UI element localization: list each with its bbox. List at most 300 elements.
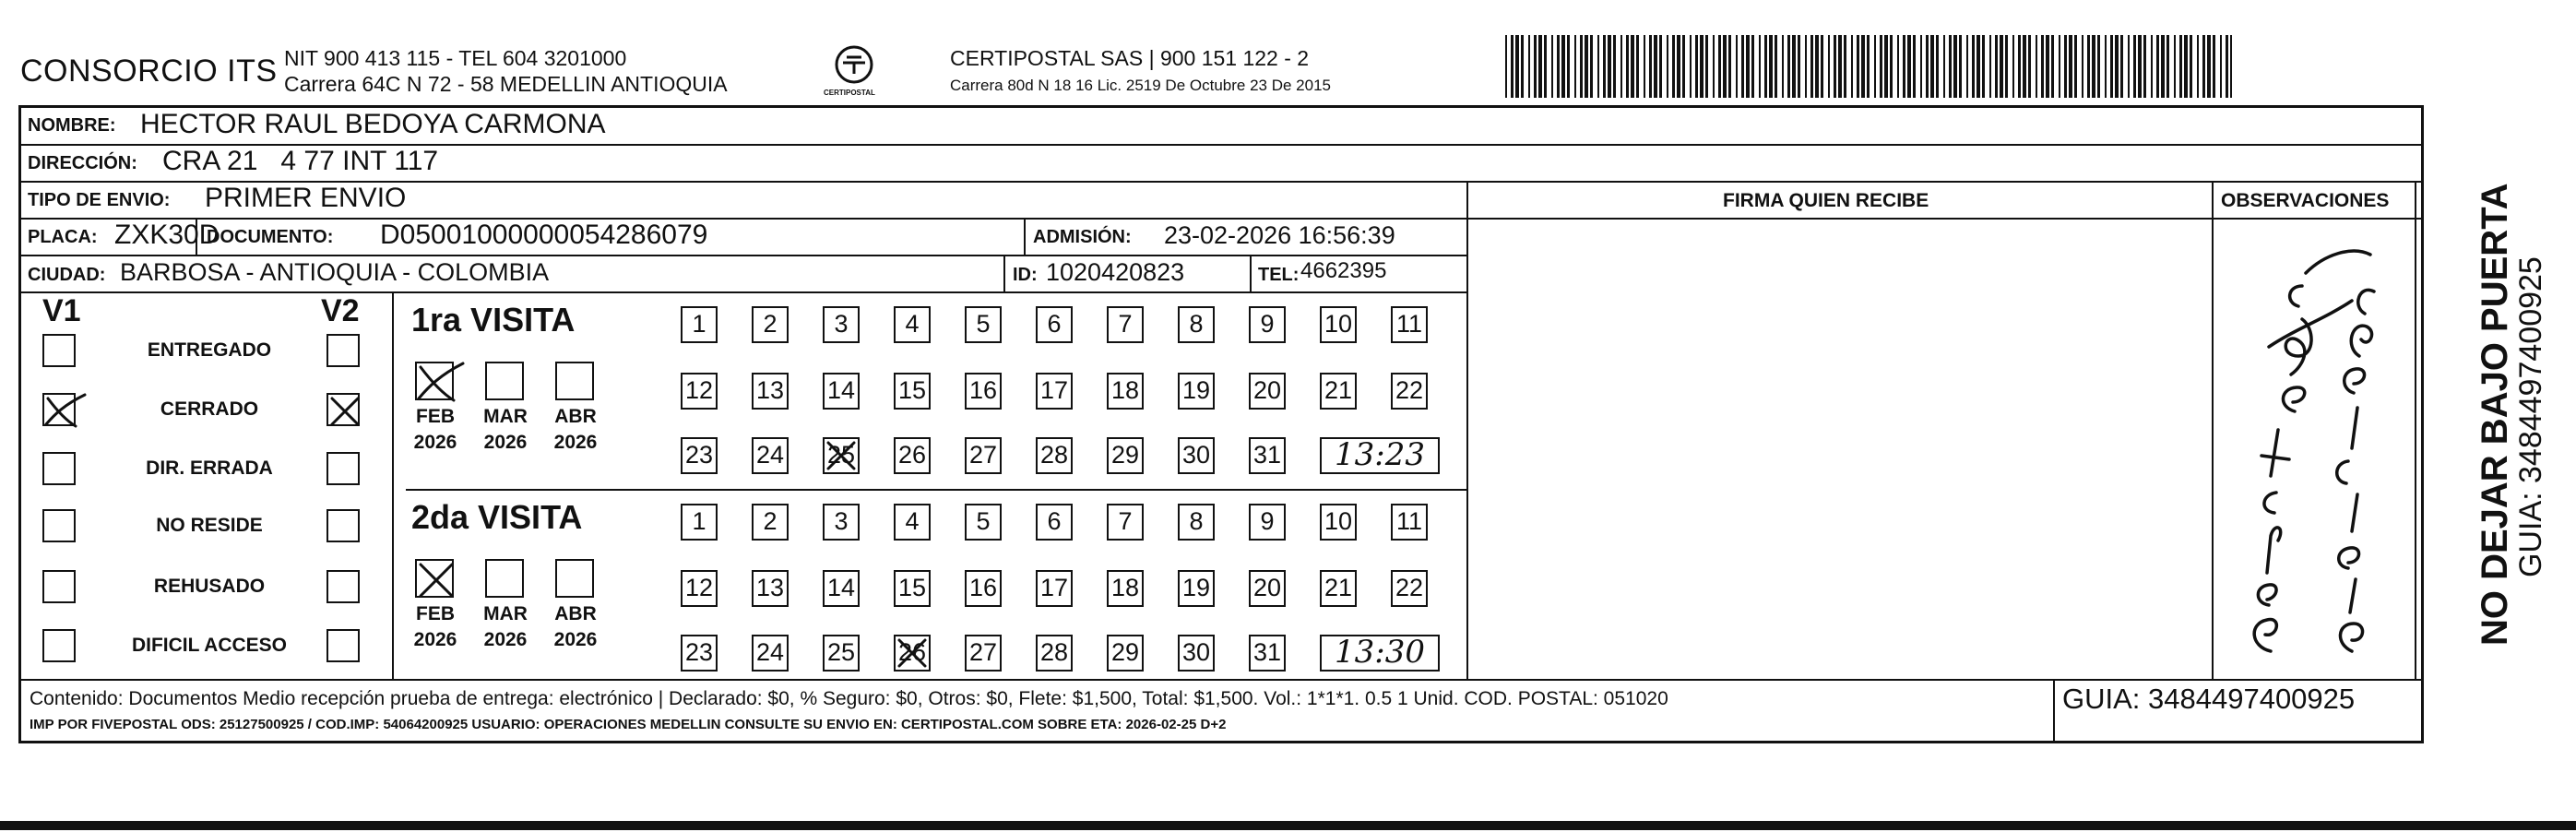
barcode-bar (1834, 35, 1836, 98)
month-label (548, 404, 603, 456)
v1-checkbox[interactable] (42, 393, 76, 426)
barcode-bar (1667, 35, 1668, 98)
barcode-bar (1805, 35, 1807, 98)
day-box[interactable] (1178, 504, 1215, 541)
day-box[interactable] (1178, 373, 1215, 410)
month-checkbox[interactable] (415, 362, 454, 400)
contenido-line: Contenido: Documentos Medio recepción prueba de entrega: electrónico | Declarado: $0, % Seguro: $0, Otros: $0, Flete: $1,500, Total: $1,500. Vol.: 1*1*1. 0.5 1 Unid. COD. POSTAL: 051020 (30, 688, 1668, 709)
telephone: 4662395 (1300, 258, 1387, 283)
tipo-envio: PRIMER ENVIO (205, 183, 407, 213)
day-number: 7 (1118, 507, 1133, 535)
recipient-name: HECTOR RAUL BEDOYA CARMONA (140, 109, 606, 139)
barcode-bar (2051, 35, 2054, 98)
barcode-bar (2197, 35, 2199, 98)
day-box[interactable] (894, 504, 931, 541)
month-name: FEB (416, 603, 455, 624)
barcode-bar (1672, 35, 1675, 98)
month-year: 2026 (553, 432, 598, 453)
barcode-bar (1585, 35, 1588, 98)
barcode-bar (2128, 35, 2130, 98)
day-number: 10 (1324, 507, 1353, 535)
day-number: 31 (1252, 441, 1282, 469)
barcode-bar (2156, 35, 2159, 98)
barcode-bar (2018, 35, 2021, 98)
barcode-bar (1867, 35, 1870, 98)
barcode-bar (1636, 35, 1639, 98)
day-number: 21 (1324, 376, 1353, 404)
day-box[interactable] (965, 373, 1002, 410)
barcode-bar (2087, 35, 2090, 98)
barcode-bar (2023, 35, 2026, 98)
tel-label: TEL: (1258, 265, 1300, 285)
barcode-bar (1857, 35, 1859, 98)
barcode-bar (2166, 35, 2169, 98)
rule (2053, 679, 2055, 742)
barcode-bar (2179, 35, 2182, 98)
placa: ZXK30D (114, 220, 220, 250)
barcode-bar (1982, 35, 1985, 98)
barcode-bar (1930, 35, 1934, 98)
v2-checkbox[interactable] (326, 629, 360, 662)
month-label (478, 601, 533, 653)
barcode-bar (1972, 35, 1975, 98)
day-box[interactable] (894, 373, 931, 410)
impresion-line: IMP POR FIVEPOSTAL ODS: 25127500925 / COD.IMP: 54064200925 USUARIO: OPERACIONES MEDELLIN CONSULTE SU ENVIO EN: CERTIPOSTAL.COM SOBRE ETA: 2026-02-25 D+2 (30, 717, 1227, 732)
barcode-bar (2184, 35, 2188, 98)
day-box[interactable] (965, 570, 1002, 607)
visit-title: 1ra VISITA (411, 301, 576, 339)
barcode-bar (1861, 35, 1865, 98)
barcode-bar (1913, 35, 1916, 98)
day-box[interactable] (752, 504, 789, 541)
certipostal-nit: CERTIPOSTAL SAS | 900 151 122 - 2 (950, 46, 1310, 70)
day-box[interactable] (752, 635, 789, 672)
v1-checkbox[interactable] (42, 629, 76, 662)
day-number: 15 (897, 574, 927, 601)
barcode-bar (2190, 35, 2192, 98)
day-number: 26 (897, 638, 927, 666)
month-checkbox[interactable] (415, 559, 454, 598)
day-box[interactable] (1249, 570, 1286, 607)
barcode-bar (1782, 35, 1784, 98)
day-box[interactable] (1320, 373, 1357, 410)
barcode-bar (1567, 35, 1570, 98)
barcode-bar (2202, 35, 2205, 98)
handwritten-check-mark (825, 439, 858, 472)
barcode-bar (1728, 35, 1731, 98)
barcode-bar (1528, 35, 1530, 98)
id-number: 1020420823 (1046, 258, 1185, 286)
day-box[interactable] (1036, 504, 1073, 541)
barcode-bar (2110, 35, 2113, 98)
month-year: 2026 (483, 432, 528, 453)
day-number: 8 (1189, 310, 1204, 338)
day-box[interactable] (1178, 306, 1215, 343)
barcode-bar (1700, 35, 1703, 98)
day-number: 19 (1181, 574, 1211, 601)
barcode-bar (1759, 35, 1761, 98)
barcode-bar (1897, 35, 1899, 98)
company-name: CONSORCIO ITS (20, 53, 278, 89)
status-option-label: NO RESIDE (156, 515, 263, 536)
barcode-bar (1603, 35, 1606, 98)
day-number: 31 (1252, 638, 1282, 666)
barcode-bar (2213, 35, 2215, 98)
day-box[interactable] (1107, 635, 1144, 672)
barcode-bar (2097, 35, 2100, 98)
day-number: 20 (1252, 376, 1282, 404)
barcode-bar (1521, 35, 1524, 98)
day-number: 22 (1395, 376, 1424, 404)
barcode-bar (1792, 35, 1796, 98)
day-box[interactable] (752, 570, 789, 607)
barcode-bar (1713, 35, 1715, 98)
day-box[interactable] (1249, 437, 1286, 474)
day-box[interactable] (823, 437, 860, 474)
barcode-bar (1597, 35, 1599, 98)
barcode-bar (1844, 35, 1846, 98)
day-box[interactable] (1249, 306, 1286, 343)
barcode-bar (1787, 35, 1790, 98)
barcode-bar (1649, 35, 1652, 98)
documento-label: DOCUMENTO: (207, 227, 334, 247)
month-year: 2026 (483, 629, 528, 650)
barcode-bar (2230, 35, 2232, 98)
barcode-bar (1769, 35, 1773, 98)
v2-checkbox[interactable] (326, 452, 360, 485)
day-box[interactable] (681, 373, 718, 410)
barcode-bar (2133, 35, 2136, 98)
handwritten-check-mark (417, 363, 456, 402)
day-number: 25 (826, 638, 856, 666)
ciudad: BARBOSA - ANTIOQUIA - COLOMBIA (120, 258, 550, 286)
barcode-bar (1966, 35, 1968, 98)
day-box[interactable] (894, 437, 931, 474)
barcode-bar (2041, 35, 2044, 98)
day-box[interactable] (1391, 570, 1428, 607)
barcode-bar (1644, 35, 1645, 98)
observaciones-header: OBSERVACIONES (2221, 190, 2390, 211)
day-box[interactable] (1249, 373, 1286, 410)
v2-checkbox[interactable] (326, 509, 360, 542)
day-number: 21 (1324, 574, 1353, 601)
month-checkbox[interactable] (555, 559, 594, 598)
day-box[interactable] (681, 306, 718, 343)
barcode-bar (1590, 35, 1593, 98)
day-number: 12 (684, 376, 714, 404)
month-year: 2026 (413, 432, 457, 453)
day-number: 15 (897, 376, 927, 404)
barcode-bar (1574, 35, 1576, 98)
barcode-bar (1561, 35, 1565, 98)
barcode-bar (1874, 35, 1876, 98)
day-number: 10 (1324, 310, 1353, 338)
day-box[interactable] (681, 570, 718, 607)
day-number: 20 (1252, 574, 1282, 601)
barcode-bar (1880, 35, 1882, 98)
barcode-bar (2028, 35, 2031, 98)
day-number: 17 (1039, 376, 1069, 404)
barcode-bar (1677, 35, 1680, 98)
barcode-bar (1538, 35, 1542, 98)
barcode-bar (1515, 35, 1519, 98)
barcode-bar (1821, 35, 1823, 98)
rule (1003, 255, 1005, 291)
barcode-bar (1511, 35, 1514, 98)
v1-checkbox[interactable] (42, 570, 76, 603)
day-box[interactable] (1391, 504, 1428, 541)
barcode-bar (1775, 35, 1777, 98)
documento: D05001000000054286079 (380, 220, 708, 250)
barcode-bar (1953, 35, 1957, 98)
day-box[interactable] (1107, 437, 1144, 474)
day-number: 2 (763, 310, 778, 338)
placa-label: PLACA: (28, 227, 98, 247)
day-box[interactable] (965, 504, 1002, 541)
day-box[interactable] (1178, 635, 1215, 672)
day-box[interactable] (965, 437, 1002, 474)
barcode-bar (2138, 35, 2142, 98)
day-number: 5 (976, 507, 991, 535)
barcode-bar (1995, 35, 1998, 98)
rule (1250, 255, 1252, 291)
day-number: 29 (1110, 638, 1140, 666)
barcode-bar (2005, 35, 2008, 98)
day-number: 28 (1039, 638, 1069, 666)
day-box[interactable] (1391, 306, 1428, 343)
barcode-bar (1977, 35, 1980, 98)
visit-title: 2da VISITA (411, 498, 583, 536)
day-box[interactable] (1107, 504, 1144, 541)
barcode-bar (2012, 35, 2014, 98)
day-box[interactable] (752, 373, 789, 410)
month-checkbox[interactable] (485, 559, 524, 598)
barcode-bar (1613, 35, 1616, 98)
day-box[interactable] (1391, 373, 1428, 410)
barcode-bar (1580, 35, 1583, 98)
day-number: 1 (692, 310, 706, 338)
firma-header: FIRMA QUIEN RECIBE (1723, 190, 1929, 211)
month-label (548, 601, 603, 653)
barcode-bar (1690, 35, 1692, 98)
day-number: 11 (1395, 310, 1423, 338)
guia-number: GUIA: 3484497400925 (2062, 683, 2356, 715)
rule (1024, 218, 1026, 255)
barcode-bar (1828, 35, 1830, 98)
barcode-bar (2092, 35, 2095, 98)
day-number: 14 (826, 376, 856, 404)
day-box[interactable] (1107, 373, 1144, 410)
barcode-bar (1959, 35, 1962, 98)
day-number: 27 (968, 441, 998, 469)
handwritten-time: 13:23 (1320, 437, 1440, 474)
barcode-bar (1815, 35, 1819, 98)
barcode-bar (1631, 35, 1634, 98)
barcode-bar (1920, 35, 1922, 98)
barcode-bar (2120, 35, 2123, 98)
handwritten-check-mark (417, 561, 456, 600)
day-box[interactable] (752, 437, 789, 474)
barcode-bar (2069, 35, 2072, 98)
barcode-bar (1943, 35, 1945, 98)
day-box[interactable] (681, 437, 718, 474)
barcode-bar (1989, 35, 1991, 98)
day-number: 3 (834, 507, 849, 535)
no-dejar-bajo-puerta-warning: NO DEJAR BAJO PUERTA (2475, 183, 2515, 646)
month-name: MAR (483, 406, 528, 427)
day-box[interactable] (823, 306, 860, 343)
day-box[interactable] (1036, 373, 1073, 410)
day-box[interactable] (894, 570, 931, 607)
day-number: 4 (905, 507, 920, 535)
day-number: 5 (976, 310, 991, 338)
barcode-bar (2174, 35, 2176, 98)
day-box[interactable] (1036, 306, 1073, 343)
day-box[interactable] (681, 635, 718, 672)
handwritten-check-mark (328, 395, 362, 428)
rule (392, 291, 394, 679)
side-guia-number: GUIA: 3484497400925 (2513, 256, 2548, 577)
barcode-bar (1936, 35, 1939, 98)
barcode-bar (2207, 35, 2211, 98)
month-name: MAR (483, 603, 528, 624)
day-box[interactable] (894, 635, 931, 672)
status-option-label: ENTREGADO (147, 339, 272, 361)
v2-checkbox[interactable] (326, 570, 360, 603)
barcode-bar (2036, 35, 2037, 98)
month-label (408, 404, 463, 456)
day-box[interactable] (1320, 504, 1357, 541)
day-box[interactable] (1320, 570, 1357, 607)
admision-label: ADMISIÓN: (1033, 227, 1132, 247)
barcode-bar (1723, 35, 1727, 98)
day-number: 1 (692, 507, 706, 535)
month-checkbox[interactable] (485, 362, 524, 400)
day-box[interactable] (823, 570, 860, 607)
day-number: 27 (968, 638, 998, 666)
tipo-envio-label: TIPO DE ENVIO: (28, 190, 171, 210)
handwritten-check-mark (896, 636, 929, 670)
day-box[interactable] (965, 635, 1002, 672)
barcode-bar (1949, 35, 1952, 98)
day-box[interactable] (752, 306, 789, 343)
day-number: 3 (834, 310, 849, 338)
v1-checkbox[interactable] (42, 509, 76, 542)
day-box[interactable] (1178, 437, 1215, 474)
day-number: 4 (905, 310, 920, 338)
month-year: 2026 (553, 629, 598, 650)
v2-checkbox[interactable] (326, 334, 360, 367)
barcode-bar (1544, 35, 1547, 98)
day-number: 8 (1189, 507, 1204, 535)
barcode (1505, 35, 2232, 98)
barcode-bar (1907, 35, 1911, 98)
barcode-bar (2220, 35, 2222, 98)
day-number: 7 (1118, 310, 1133, 338)
barcode-bar (1608, 35, 1611, 98)
day-number: 23 (684, 638, 714, 666)
barcode-bar (1718, 35, 1721, 98)
day-box[interactable] (1320, 306, 1357, 343)
day-number: 24 (755, 441, 785, 469)
handwritten-check-mark (44, 395, 77, 428)
day-number: 16 (968, 376, 998, 404)
status-option-label: DIFICIL ACCESO (131, 635, 287, 656)
certipostal-logo-icon (832, 42, 876, 87)
barcode-bar (1903, 35, 1905, 98)
day-number: 9 (1260, 507, 1275, 535)
day-box[interactable] (894, 306, 931, 343)
month-name: ABR (554, 603, 597, 624)
barcode-bar (1851, 35, 1853, 98)
status-option-label: REHUSADO (153, 576, 266, 597)
handwritten-observation-signature (2214, 218, 2413, 677)
v1-checkbox[interactable] (42, 452, 76, 485)
day-number: 30 (1181, 638, 1211, 666)
day-box[interactable] (1249, 504, 1286, 541)
barcode-bar (1810, 35, 1813, 98)
day-number: 9 (1260, 310, 1275, 338)
day-box[interactable] (1107, 570, 1144, 607)
day-number: 23 (684, 441, 714, 469)
day-number: 14 (826, 574, 856, 601)
rule (20, 291, 1466, 293)
day-number: 24 (755, 638, 785, 666)
barcode-bar (1838, 35, 1842, 98)
barcode-bar (1764, 35, 1767, 98)
day-box[interactable] (965, 306, 1002, 343)
day-number: 30 (1181, 441, 1211, 469)
barcode-bar (1682, 35, 1685, 98)
month-name: ABR (554, 406, 597, 427)
day-number: 11 (1395, 507, 1423, 535)
handwritten-time: 13:30 (1320, 635, 1440, 672)
day-box[interactable] (1036, 635, 1073, 672)
v1-header: V1 (42, 293, 81, 328)
month-label (408, 601, 463, 653)
direccion-label: DIRECCIÓN: (28, 153, 137, 173)
day-box[interactable] (1249, 635, 1286, 672)
v1-checkbox[interactable] (42, 334, 76, 367)
barcode-bar (2064, 35, 2067, 98)
v2-header: V2 (321, 293, 360, 328)
month-checkbox[interactable] (555, 362, 594, 400)
barcode-bar (2059, 35, 2060, 98)
day-box[interactable] (823, 373, 860, 410)
barcode-bar (1534, 35, 1537, 98)
day-number: 18 (1110, 376, 1140, 404)
v2-checkbox[interactable] (326, 393, 360, 426)
day-box[interactable] (681, 504, 718, 541)
barcode-bar (2082, 35, 2083, 98)
day-box[interactable] (1178, 570, 1215, 607)
day-number: 18 (1110, 574, 1140, 601)
barcode-bar (1705, 35, 1708, 98)
day-box[interactable] (1107, 306, 1144, 343)
barcode-bar (2000, 35, 2003, 98)
barcode-bar (2151, 35, 2153, 98)
barcode-bar (2226, 35, 2228, 98)
barcode-bar (1736, 35, 1738, 98)
day-box[interactable] (1036, 570, 1073, 607)
barcode-bar (2074, 35, 2077, 98)
day-number: 17 (1039, 574, 1069, 601)
company-address: Carrera 64C N 72 - 58 MEDELLIN ANTIOQUIA (284, 72, 728, 96)
status-option-label: DIR. ERRADA (146, 458, 273, 479)
day-box[interactable] (823, 635, 860, 672)
day-box[interactable] (823, 504, 860, 541)
day-box[interactable] (1036, 437, 1073, 474)
